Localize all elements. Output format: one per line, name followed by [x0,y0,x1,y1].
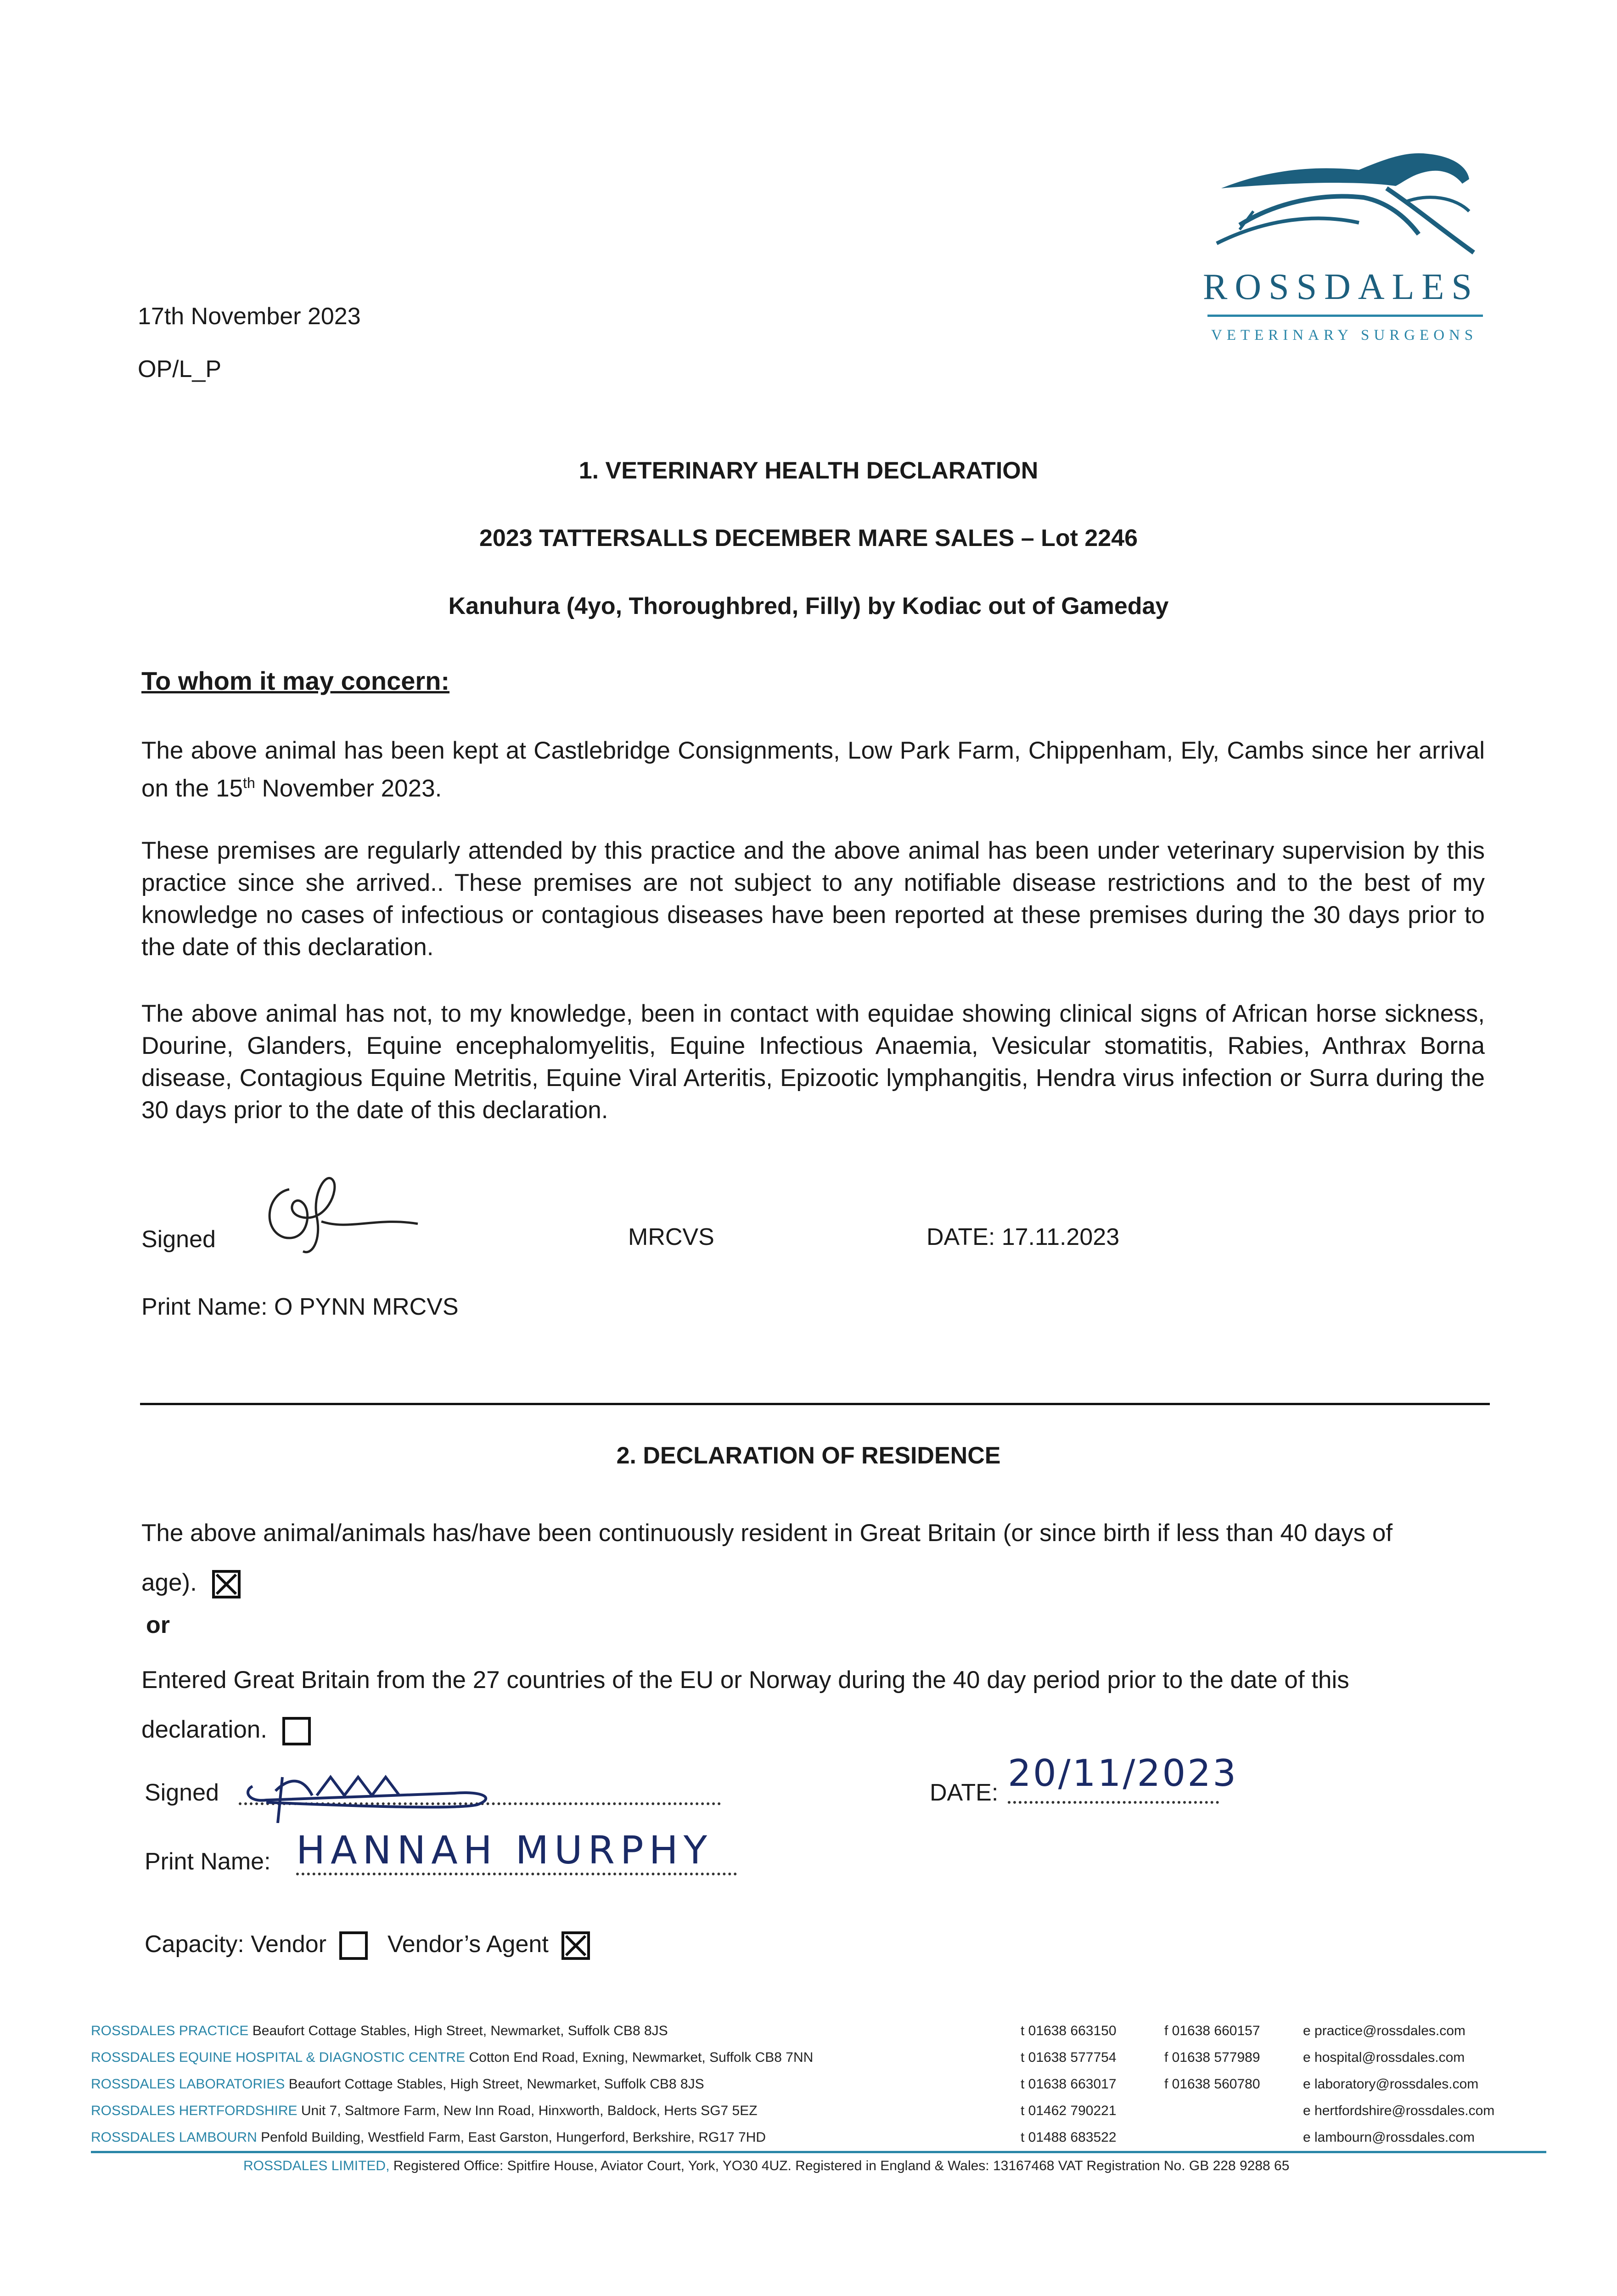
residence-option-2-text: Entered Great Britain from the 27 countries of the EU or Norway during the 40 day period prior to the date of this declaration. [141,1666,1349,1743]
letter-date: 17th November 2023 [138,303,361,330]
capacity-row [145,1929,590,1960]
office-name: ROSSDALES LABORATORIES [91,2077,285,2092]
vet-signed-label: Signed [141,1226,216,1253]
office-name: ROSSDALES PRACTICE [91,2023,249,2038]
office-email[interactable]: e hertfordshire@rossdales.com [1303,2103,1495,2118]
paragraph-2: These premises are regularly attended by this practice and the above animal has been under veterinary supervision by this practice since she arrived.. These premises are not subject to any notifiable disease restrictions and to the best of my knowledge no cases of infectious or contagious diseases have been reported at these premises during the 30 days prior to the date of this declaration. [141,837,1485,961]
horse-logo-icon [1212,138,1488,276]
office-address: Beaufort Cottage Stables, High Street, Newmarket, Suffolk CB8 8JS [288,2077,704,2092]
paragraph-3: The above animal has not, to my knowledge, been in contact with equidae showing clinical signs of African horse sickness, Dourine, Glanders, Equine encephalomyelitis, Equine Infectious Anaemia, Vesicular stomatitis, Rabies, Anthrax Borna disease, Contagious Equine Metritis, Equine Viral Arteritis, Epizootic lymphangitis, Hendra virus infection or Surra during the 30 days prior to the date of this declaration. [141,1000,1485,1124]
residence-option-2 [141,1655,1436,1755]
office-tel: t 01462 790221 [1021,2103,1117,2118]
office-address: Beaufort Cottage Stables, High Street, Newmarket, Suffolk CB8 8JS [252,2023,668,2038]
paragraph-1 [141,735,1485,805]
salutation: To whom it may concern: [141,666,450,695]
agent-print-line [296,1873,737,1875]
logo-name: ROSSDALES [1203,267,1479,307]
residence-option-2-checkbox[interactable] [282,1717,311,1745]
section1-title: 1. VETERINARY HEALTH DECLARATION [578,457,1039,484]
footer-office-row [91,2124,1537,2151]
section-divider [140,1403,1490,1405]
agent-date-value: 20/11/2023 [1008,1752,1238,1795]
logo-subtitle: VETERINARY SURGEONS [1211,327,1478,343]
horse-title: Kanuhura (4yo, Thoroughbred, Filly) by Kodiac out of Gameday [448,593,1169,619]
office-email[interactable]: e lambourn@rossdales.com [1303,2130,1475,2145]
capacity-vendor-label: Capacity: Vendor [145,1931,327,1958]
vet-print-name: Print Name: O PYNN MRCVS [141,1294,459,1320]
office-fax: f 01638 560780 [1164,2077,1260,2092]
vet-date: DATE: 17.11.2023 [926,1224,1120,1250]
office-fax: f 01638 660157 [1164,2023,1260,2038]
registered-company: ROSSDALES LIMITED, [243,2158,390,2173]
office-address: Cotton End Road, Exning, Newmarket, Suffolk CB8 7NN [469,2050,814,2065]
capacity-agent-label: Vendor’s Agent [387,1931,549,1958]
vet-signature [257,1162,432,1263]
agent-print-value: HANNAH MURPHY [296,1828,713,1873]
office-tel: t 01638 577754 [1021,2050,1117,2065]
section2-title: 2. DECLARATION OF RESIDENCE [616,1442,1001,1469]
residence-option-1 [141,1508,1436,1608]
vet-mrcvs-label: MRCVS [628,1224,714,1250]
footer-office-row [91,2044,1537,2071]
office-fax: f 01638 577989 [1164,2050,1260,2065]
residence-option-1-text: The above animal/animals has/have been continuously resident in Great Britain (or since birth if less than 40 days of age). [141,1519,1393,1596]
sale-title: 2023 TATTERSALLS DECEMBER MARE SALES – Lot 2246 [479,525,1138,551]
paragraph-1-text-b: November 2023. [255,775,442,802]
agent-date-line [1008,1801,1219,1804]
logo-divider [1207,315,1483,317]
office-tel: t 01638 663017 [1021,2077,1117,2092]
agent-signature [239,1759,514,1823]
office-tel: t 01488 683522 [1021,2130,1117,2145]
footer-office-row [91,2018,1537,2044]
capacity-agent-checkbox[interactable] [561,1931,590,1960]
agent-signed-label: Signed [145,1779,219,1806]
footer-office-row [91,2071,1537,2098]
paragraph-1-text-a: The above animal has been kept at Castlebridge Consignments, Low Park Farm, Chippenham, Ely, Cambs since her arrival on the 15 [141,737,1485,802]
residence-option-1-checkbox[interactable] [212,1570,241,1598]
office-name: ROSSDALES EQUINE HOSPITAL & DIAGNOSTIC CENTRE [91,2050,466,2065]
agent-date-label: DATE: [930,1779,999,1806]
registered-details: Registered Office: Spitfire House, Aviator Court, York, YO30 4UZ. Registered in England & Wales: 13167468 VAT Registration No. GB 228 9288 65 [389,2158,1290,2173]
office-email[interactable]: e laboratory@rossdales.com [1303,2077,1479,2092]
footer-offices [91,2018,1537,2151]
reference-code: OP/L_P [138,356,222,383]
office-name: ROSSDALES HERTFORDSHIRE [91,2103,298,2118]
footer-office-row [91,2098,1537,2124]
office-email[interactable]: e hospital@rossdales.com [1303,2050,1465,2065]
office-tel: t 01638 663150 [1021,2023,1117,2038]
or-label: or [146,1612,170,1638]
agent-print-label: Print Name: [145,1848,271,1875]
capacity-vendor-checkbox[interactable] [339,1931,368,1960]
rossdales-logo [1203,138,1497,358]
office-name: ROSSDALES LAMBOURN [91,2130,257,2145]
paragraph-1-superscript: th [243,775,255,791]
footer-registered [243,2153,1289,2179]
office-address: Unit 7, Saltmore Farm, New Inn Road, Hinxworth, Baldock, Herts SG7 5EZ [301,2103,758,2118]
office-address: Penfold Building, Westfield Farm, East Garston, Hungerford, Berkshire, RG17 7HD [261,2130,766,2145]
checkbox-cross-icon [215,1573,238,1596]
checkbox-cross-icon [564,1934,587,1957]
office-email[interactable]: e practice@rossdales.com [1303,2023,1465,2038]
